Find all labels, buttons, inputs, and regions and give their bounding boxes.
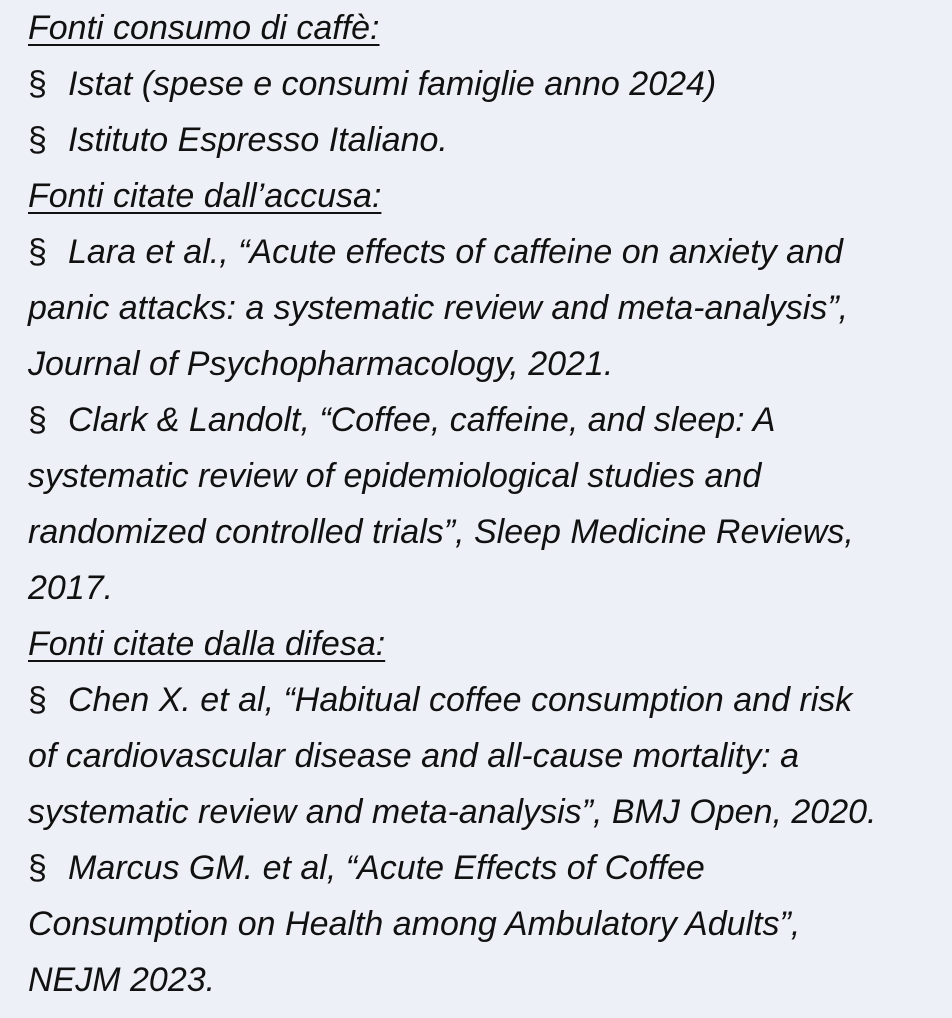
list-item [28, 224, 938, 280]
list-item-continuation: of cardiovascular disease and all-cause mortality: a [28, 737, 800, 775]
list-item-text: Chen X. et al, “Habitual coffee consumption and risk [68, 681, 853, 719]
list-item-continuation: randomized controlled trials”, Sleep Medicine Reviews, [28, 513, 854, 551]
list-item [28, 112, 938, 168]
section-heading-prosecution-sources: Fonti citate dall’accusa: [28, 177, 382, 215]
list-item-continuation: 2017. [28, 569, 114, 607]
section-bullet: § [28, 681, 47, 719]
list-item [28, 672, 938, 728]
list-item-continuation: NEJM 2023. [28, 961, 216, 999]
list-item-continuation: systematic review and meta-analysis”, BMJ Open, 2020. [28, 793, 877, 831]
list-item-continuation: panic attacks: a systematic review and meta-analysis”, [28, 289, 849, 327]
list-item-continuation: Consumption on Health among Ambulatory Adults”, [28, 905, 801, 943]
section-bullet: § [28, 65, 47, 103]
section-bullet: § [28, 401, 47, 439]
list-item [28, 392, 938, 448]
section-bullet: § [28, 233, 47, 271]
list-item [28, 840, 938, 896]
list-item-text: Istat (spese e consumi famiglie anno 2024) [68, 65, 717, 103]
list-item [28, 56, 938, 112]
list-item-text: Istituto Espresso Italiano. [68, 121, 448, 159]
section-heading-defense-sources: Fonti citate dalla difesa: [28, 625, 386, 663]
sources-document [28, 0, 938, 1008]
list-item-text: Marcus GM. et al, “Acute Effects of Coffee [68, 849, 705, 887]
list-item-text: Lara et al., “Acute effects of caffeine on anxiety and [68, 233, 843, 271]
section-bullet: § [28, 121, 47, 159]
list-item-continuation: Journal of Psychopharmacology, 2021. [28, 345, 614, 383]
list-item-continuation: systematic review of epidemiological studies and [28, 457, 762, 495]
section-bullet: § [28, 849, 47, 887]
section-heading-coffee-consumption: Fonti consumo di caffè: [28, 9, 380, 47]
list-item-text: Clark & Landolt, “Coffee, caffeine, and sleep: A [68, 401, 776, 439]
